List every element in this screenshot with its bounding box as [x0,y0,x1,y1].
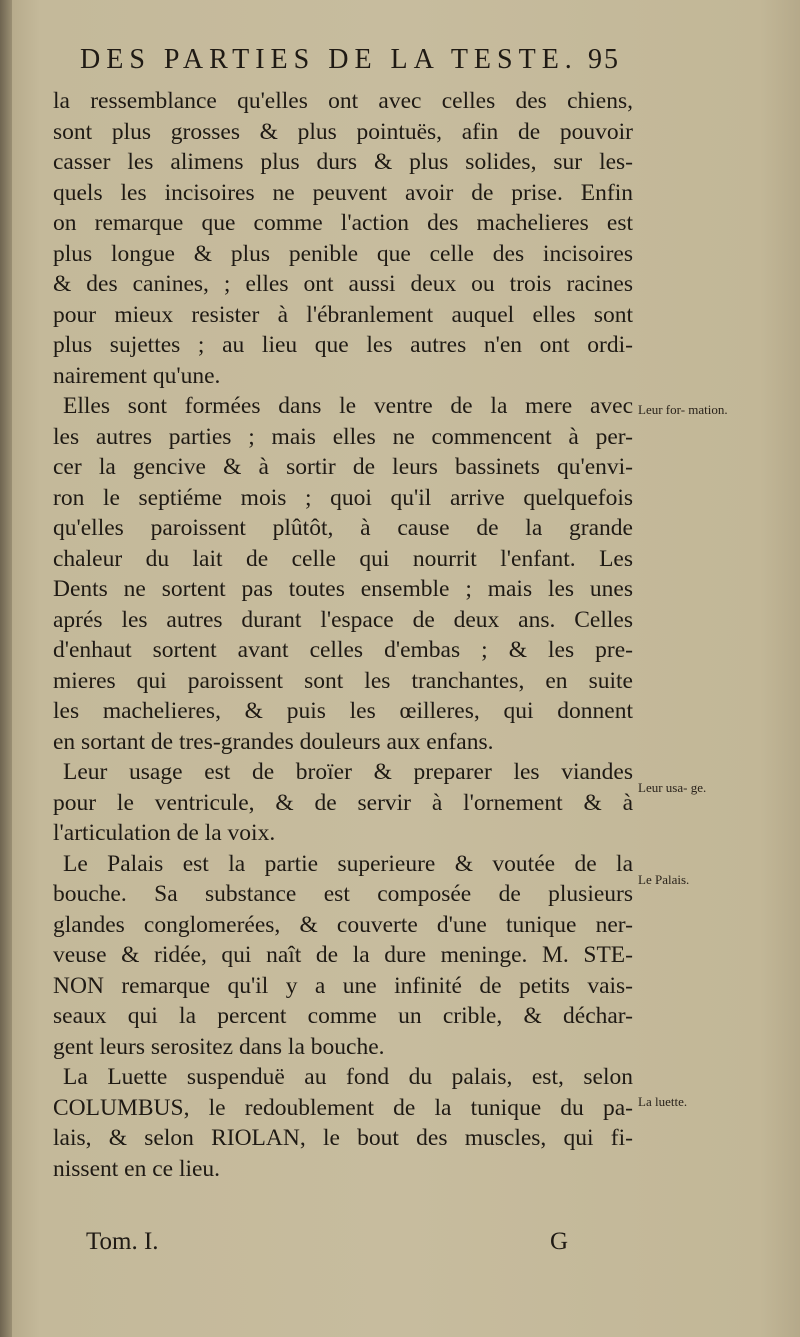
paragraph-start-usage: Leur usage est de broïer & preparer les viandes [63,759,633,785]
text-line: pour mieux resister à l'ébranlement auquel elles sont [53,301,633,328]
text-line: qu'elles paroissent plûtôt, à cause de la grande [53,515,633,541]
text-line: lais, & selon RIOLAN, le bout des muscles, qui fi- [53,1125,633,1151]
gathering-signature: G [550,1228,569,1255]
volume-signature: Tom. I. [86,1228,159,1255]
text-line: glandes conglomerées, & couverte d'une tunique ner- [53,911,633,938]
text-line: l'articulation de la voix. [53,820,276,846]
text-line: gent leurs serositez dans la bouche. [53,1033,385,1060]
text-line: ron le septiéme mois ; quoi qu'il arrive quelquefois [53,484,633,511]
margin-note-usage: Leur usa- ge. [638,780,707,795]
text-line: Dents ne sortent pas toutes ensemble ; mais les unes [53,576,633,602]
text-line: chaleur du lait de celle qui nourrit l'enfant. Les [53,545,633,572]
text-line: nairement qu'une. [53,362,221,389]
running-header [80,44,680,76]
text-line: sont plus grosses & plus pointuës, afin de pouvoir [53,118,633,145]
main-text [53,86,633,1184]
text-line: quels les incisoires ne peuvent avoir de prise. Enfin [53,179,633,206]
text-line: on remarque que comme l'action des machelieres est [53,210,633,236]
text-line: cer la gencive & à sortir de leurs bassinets qu'envi- [53,454,633,480]
text-line: aprés les autres durant l'espace de deux ans. Celles [53,606,633,633]
running-title: DES PARTIES DE LA TESTE. [80,44,578,75]
text-line: NON remarque qu'il y a une infinité de petits vais- [53,972,633,999]
text-line: mieres qui paroissent sont les tranchantes, en suite [53,667,633,694]
text-line: bouche. Sa substance est composée de plusieurs [53,881,633,907]
text-line: les autres parties ; mais elles ne commencent à per- [53,423,633,450]
page-number: 95 [588,44,620,75]
page-footer [86,1228,586,1256]
text-line: plus sujettes ; au lieu que les autres n'en ont ordi- [53,332,633,358]
text-line: seaux qui la percent comme un crible, & déchar- [53,1003,633,1029]
text-line: & des canines, ; elles ont aussi deux ou trois racines [53,271,633,297]
text-line: d'enhaut sortent avant celles d'embas ; & les pre- [53,637,633,663]
margin-note-palais: Le Palais. [638,872,690,887]
paragraph-start-luette: La Luette suspenduë au fond du palais, est, selon [63,1064,633,1090]
text-line: COLUMBUS, le redoublement de la tunique du pa- [53,1094,633,1121]
margin-note-luette: La luette. [638,1094,688,1109]
text-line: en sortant de tres-grandes douleurs aux enfans. [53,728,494,755]
text-line: plus longue & plus penible que celle des incisoires [53,240,633,267]
text-line: la ressemblance qu'elles ont avec celles des chiens, [53,88,633,114]
text-line: les machelieres, & puis les œilleres, qui donnent [53,698,633,724]
text-line: veuse & ridée, qui naît de la dure meninge. M. STE- [53,942,633,968]
paragraph-start-formation: Elles sont formées dans le ventre de la mere avec [63,393,633,419]
paragraph-start-palais: Le Palais est la partie superieure & voutée de la [63,850,633,877]
text-line: nissent en ce lieu. [53,1155,221,1182]
text-line: pour le ventricule, & de servir à l'ornement & à [53,789,633,816]
text-line: casser les alimens plus durs & plus solides, sur les- [53,149,633,175]
margin-note-formation: Leur for- mation. [638,402,728,417]
page-gutter [0,0,12,1337]
